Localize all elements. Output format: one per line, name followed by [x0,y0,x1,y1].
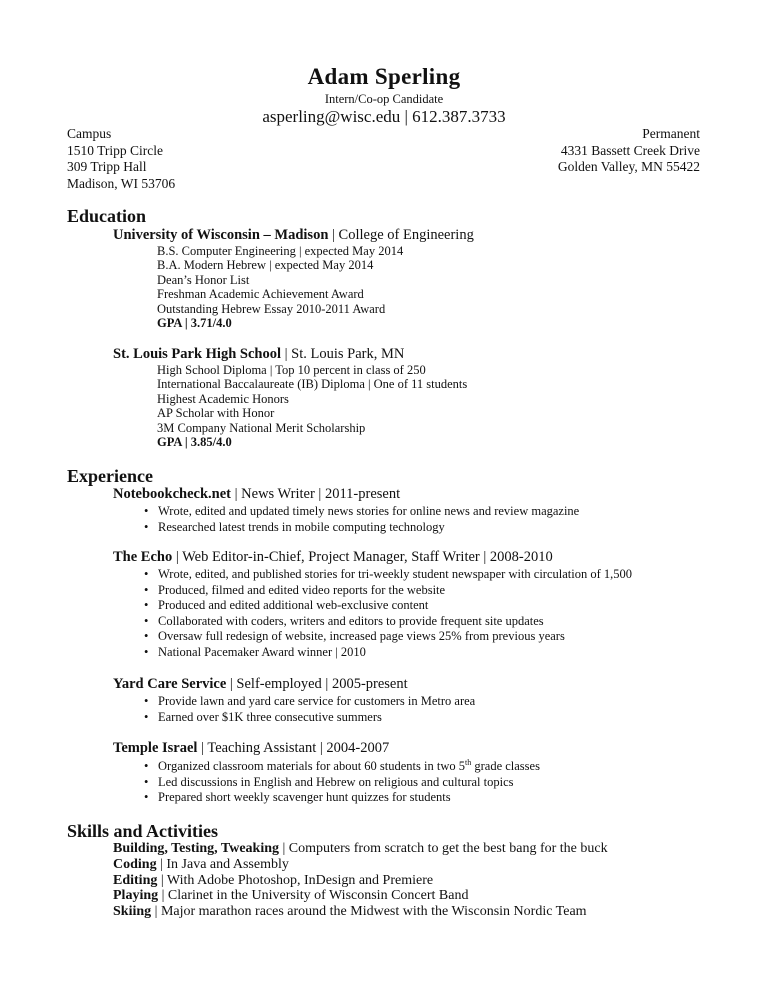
skill-text: | In Java and Assembly [156,856,289,872]
school-name: University of Wisconsin – Madison [113,227,329,243]
job-heading [113,486,400,503]
ordinal-suffix: th [465,757,472,767]
skill-text: | Major marathon races around the Midwest with the Wisconsin Nordic Team [151,904,587,920]
bullet-text: Organized classroom materials for about 60 students in two 5 [158,759,465,773]
school-name: St. Louis Park High School [113,346,281,362]
bullet-item: • Produced and edited additional web-exclusive content [143,598,632,614]
school-detail: College of Engineering [338,227,474,243]
experience-heading: Experience [67,466,153,486]
school-details [157,363,467,449]
skill-item [113,841,608,857]
school-details [157,244,403,330]
bullet-item: • Prepared short weekly scavenger hunt quizzes for students [143,790,540,806]
school-heading [113,227,474,244]
bullet-item: • Oversaw full redesign of website, increased page views 25% from previous years [143,629,632,645]
education-heading: Education [67,206,147,226]
permanent-line: Golden Valley, MN 55422 [557,159,700,174]
candidate-name: Adam Sperling [307,64,461,89]
bullet-text: grade classes [471,759,540,773]
job-org: Temple Israel [113,740,198,756]
job-org: The Echo [113,549,173,565]
school-detail: St. Louis Park, MN [291,346,405,362]
campus-line: 1510 Tripp Circle [67,142,164,158]
bullet-item: • Researched latest trends in mobile computing technology [143,520,579,536]
detail-item: 3M Company National Merit Scholarship [157,420,366,435]
skills-heading: Skills and Activities [67,821,219,841]
job-role: | Self-employed | 2005-present [226,676,408,692]
gpa: GPA | 3.71/4.0 [157,316,232,331]
separator: | [328,227,339,243]
skill-text: | Computers from scratch to get the best bang for the buck [279,841,608,856]
bullet-item: • National Pacemaker Award winner | 2010 [143,645,632,661]
detail-item: High School Diploma | Top 10 percent in class of 250 [157,363,426,377]
job-bullets [143,567,632,660]
skill-label: Building, Testing, Tweaking [113,841,279,856]
job-bullets [143,504,579,535]
skill-label: Editing [113,872,158,888]
bullet-item: • Earned over $1K three consecutive summers [143,710,475,726]
bullet-item: • Led discussions in English and Hebrew on religious and cultural topics [143,775,540,791]
campus-line: Madison, WI 53706 [67,175,176,191]
skill-label: Playing [113,888,159,904]
campus-label: Campus [67,126,112,141]
campus-address [67,126,175,192]
skill-item [113,904,608,920]
skill-item [113,873,608,889]
campus-line: 309 Tripp Hall [67,159,147,174]
skills-list [113,841,608,920]
bullet-item: • Collaborated with coders, writers and editors to provide frequent site updates [143,614,632,630]
job-role: | News Writer | 2011-present [231,486,401,502]
permanent-address [558,126,700,176]
gpa: GPA | 3.85/4.0 [157,435,232,450]
skill-item [113,857,608,873]
detail-item: International Baccalaureate (IB) Diploma | One of 11 students [157,377,468,392]
detail-item: Freshman Academic Achievement Award [157,287,364,302]
bullet-item: • Provide lawn and yard care service for customers in Metro area [143,694,475,710]
skill-label: Coding [113,856,157,872]
skill-text: | Clarinet in the University of Wisconsin Concert Band [158,888,469,904]
detail-item: B.S. Computer Engineering | expected May 2014 [157,244,404,258]
job-org: Notebookcheck.net [113,486,232,502]
job-org: Yard Care Service [113,676,227,692]
skill-item [113,888,608,904]
bullet-item: • Wrote, edited, and published stories for tri-weekly student newspaper with circulation of 1,500 [143,567,632,583]
job-role: | Web Editor-in-Chief, Project Manager, Staff Writer | 2008-2010 [172,549,553,565]
separator: | [281,346,292,362]
detail-item: AP Scholar with Honor [157,406,275,421]
permanent-line: 4331 Bassett Creek Drive [560,142,700,158]
school-heading [113,346,404,363]
candidate-subtitle: Intern/Co-op Candidate [324,92,444,106]
skill-label: Skiing [113,904,152,920]
bullet-item: • Produced, filmed and edited video reports for the website [143,583,632,599]
contact-line: asperling@wisc.edu | 612.387.3733 [262,107,506,126]
job-bullets [143,694,475,725]
job-heading [113,676,408,693]
job-heading [113,549,553,566]
detail-item: Outstanding Hebrew Essay 2010-2011 Award [157,301,386,316]
detail-item: Dean’s Honor List [157,272,250,287]
job-role: | Teaching Assistant | 2004-2007 [197,740,390,756]
bullet-item [143,759,540,775]
skill-text: | With Adobe Photoshop, InDesign and Premiere [157,872,434,888]
permanent-label: Permanent [642,126,700,141]
job-heading [113,740,389,757]
job-bullets [143,759,540,806]
bullet-item: • Wrote, edited and updated timely news stories for online news and review magazine [143,504,579,520]
detail-item: B.A. Modern Hebrew | expected May 2014 [157,258,374,273]
detail-item: Highest Academic Honors [157,391,289,406]
